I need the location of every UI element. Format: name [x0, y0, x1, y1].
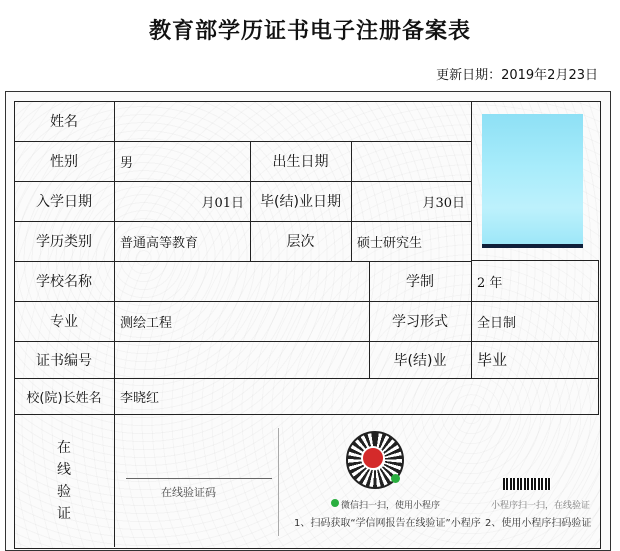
- graduation-status-label: 毕(结)业: [369, 341, 472, 379]
- name-value: [114, 101, 472, 142]
- birth-date-label: 出生日期: [250, 141, 352, 182]
- study-form-value: 全日制: [471, 301, 599, 342]
- enroll-date-label: 入学日期: [14, 181, 115, 222]
- major-label: 专业: [14, 301, 115, 342]
- qr-badge-icon: [391, 474, 400, 483]
- study-form-label: 学习形式: [369, 301, 472, 342]
- graduation-date-value: 月30日: [351, 181, 472, 222]
- online-verify-char-3: 验: [57, 483, 71, 500]
- level-value: 硕士研究生: [351, 221, 472, 262]
- chsi-logo-icon: [503, 478, 551, 490]
- online-verify-char-4: 证: [57, 505, 71, 522]
- certificate-number-value: [114, 341, 370, 379]
- step-two-text: 2、使用小程序扫码验证: [485, 518, 592, 529]
- school-name-label: 学校名称: [14, 261, 115, 302]
- gender-label: 性别: [14, 141, 115, 182]
- education-type-label: 学历类别: [14, 221, 115, 262]
- president-value: 李晓红: [114, 378, 599, 415]
- verify-divider: [278, 428, 279, 536]
- mini-program-hint: 小程序扫一扫，在线验证: [491, 501, 591, 511]
- certificate-number-label: 证书编号: [14, 341, 115, 379]
- name-label: 姓名: [14, 101, 115, 142]
- student-photo: [482, 114, 583, 248]
- education-type-value: 普通高等教育: [114, 221, 251, 262]
- online-verify-char-2: 线: [57, 461, 71, 478]
- duration-value: 2 年: [471, 261, 599, 302]
- graduation-status-value: 毕业: [471, 341, 599, 379]
- wechat-hint: 微信扫一扫，使用小程序: [341, 501, 441, 511]
- update-date: 更新日期：2019年2月23日: [436, 68, 598, 83]
- level-label: 层次: [250, 221, 352, 262]
- duration-label: 学制: [369, 261, 472, 302]
- qr-logo-icon: [361, 446, 385, 470]
- president-label: 校(院)长姓名: [14, 378, 115, 415]
- gender-value: 男: [114, 141, 251, 182]
- graduation-date-label: 毕(结)业日期: [250, 181, 352, 222]
- wechat-icon: [331, 499, 339, 507]
- birth-date-value: [351, 141, 472, 182]
- verify-code-line: [126, 478, 272, 479]
- school-name-value: [114, 261, 370, 302]
- photo-shoulders: [482, 244, 583, 248]
- page-title: 教育部学历证书电子注册备案表: [148, 19, 471, 44]
- major-value: 测绘工程: [114, 301, 370, 342]
- online-verify-char-1: 在: [57, 439, 71, 456]
- online-verify-label: [14, 414, 115, 547]
- enroll-date-value: 月01日: [114, 181, 251, 222]
- step-one-text: 1、扫码获取“学信网报告在线验证”小程序: [294, 518, 481, 529]
- verify-code-label: 在线验证码: [161, 486, 216, 499]
